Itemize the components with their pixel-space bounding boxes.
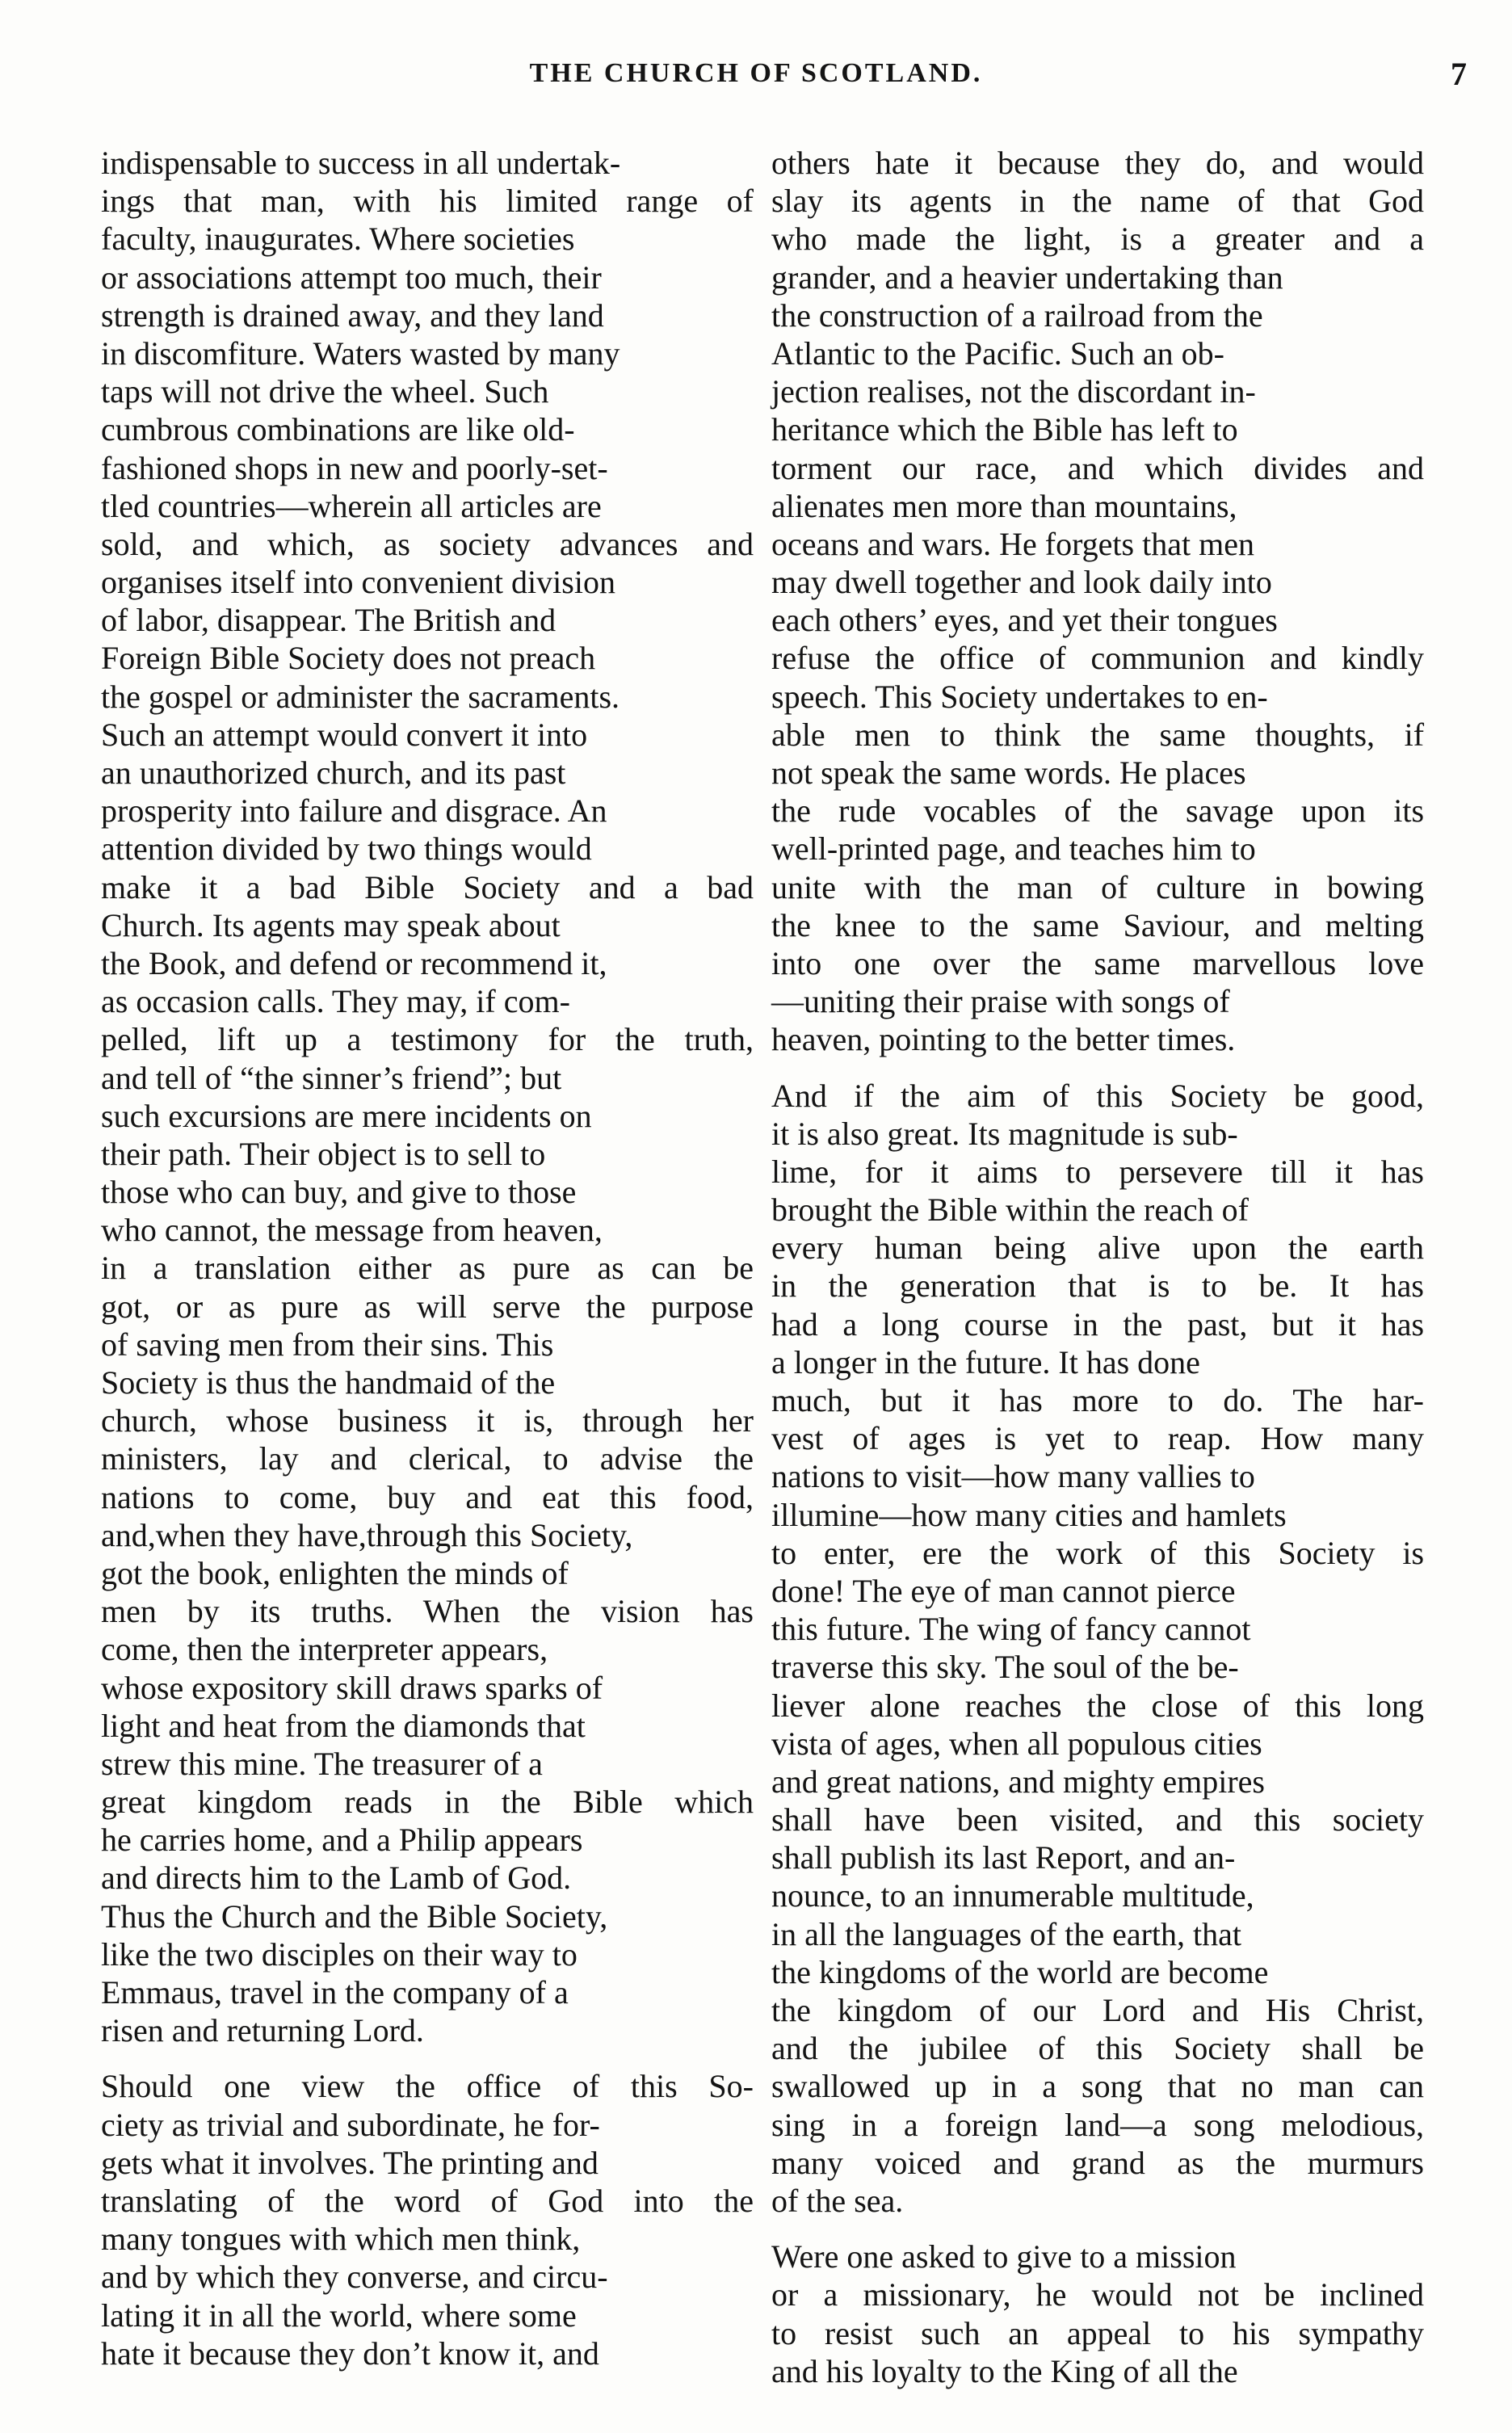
text-line: strew this mine. The treasurer of a: [101, 1745, 543, 1782]
text-line: in a translation either as pure as can be: [101, 1250, 754, 1287]
text-line: slay its agents in the name of that God: [771, 183, 1425, 220]
text-line: church, whose business it is, through her: [101, 1402, 754, 1439]
text-line: who made the light, is a greater and a: [771, 221, 1425, 258]
text-line: illumine—how many cities and hamlets: [771, 1496, 1287, 1533]
text-line: may dwell together and look daily into: [771, 564, 1272, 601]
text-line: ministers, lay and clerical, to advise the: [101, 1440, 754, 1477]
text-line: organises itself into convenient division: [101, 564, 615, 601]
text-line: into one over the same marvellous love: [771, 944, 1424, 981]
text-line: of saving men from their sins. This: [101, 1326, 554, 1363]
text-line: And if the aim of this Society be good,: [771, 1077, 1424, 1114]
text-line: who cannot, the message from heaven,: [101, 1212, 603, 1249]
text-line: indispensable to success in all undertak-: [101, 145, 621, 181]
text-line: attention divided by two things would: [101, 830, 592, 868]
text-line: many voiced and grand as the murmurs: [771, 2144, 1424, 2181]
text-line: nations to come, buy and eat this food,: [101, 1478, 754, 1515]
text-line: liever alone reaches the close of this long: [771, 1687, 1424, 1724]
text-line: this future. The wing of fancy cannot: [771, 1611, 1251, 1648]
text-line: Atlantic to the Pacific. Such an ob-: [771, 334, 1224, 372]
text-line: gets what it involves. The printing and: [101, 2144, 598, 2181]
text-line: in all the languages of the earth, that: [771, 1915, 1242, 1952]
text-line: ings that man, with his limited range of: [101, 183, 754, 220]
text-line: he carries home, and a Philip appears: [101, 1822, 583, 1859]
text-line: jection realises, not the discordant in-: [771, 373, 1256, 410]
text-line: nations to visit—how many vallies to: [771, 1458, 1255, 1495]
text-line: translating of the word of God into the: [101, 2182, 754, 2219]
text-line: lime, for it aims to persevere till it has: [771, 1153, 1425, 1190]
text-line: swallowed up in a song that no man can: [771, 2068, 1425, 2105]
text-line: the rude vocables of the savage upon its: [771, 792, 1425, 830]
text-line: vest of ages is yet to reap. How many: [771, 1420, 1424, 1457]
text-line: Thus the Church and the Bible Society,: [101, 1897, 608, 1935]
text-line: Such an attempt would convert it into: [101, 716, 588, 753]
text-line: faculty, inaugurates. Where societies: [101, 221, 575, 258]
text-line: Emmaus, travel in the company of a: [101, 1974, 569, 2011]
text-line: and directs him to the Lamb of God.: [101, 1859, 572, 1897]
text-line: in the generation that is to be. It has: [771, 1267, 1424, 1305]
text-line: oceans and wars. He forgets that men: [771, 525, 1254, 562]
text-line: got the book, enlighten the minds of: [101, 1554, 569, 1591]
text-line: and his loyalty to the King of all the: [771, 2352, 1238, 2389]
text-line: shall have been visited, and this society: [771, 1801, 1424, 1838]
text-line: had a long course in the past, but it has: [771, 1305, 1425, 1343]
text-line: sing in a foreign land—a song melodious,: [771, 2106, 1425, 2143]
text-line: lating it in all the world, where some: [101, 2296, 577, 2334]
text-line: the knee to the same Saviour, and melting: [771, 906, 1425, 943]
text-line: Should one view the office of this So-: [101, 2068, 754, 2105]
text-line: their path. Their object is to sell to: [101, 1135, 546, 1172]
text-line: able men to think the same thoughts, if: [771, 716, 1425, 753]
text-line: to resist such an appeal to his sympathy: [771, 2314, 1425, 2351]
text-line: many tongues with which men think,: [101, 2221, 581, 2258]
text-line: shall publish its last Report, and an-: [771, 1839, 1236, 1876]
text-line: and the jubilee of this Society shall be: [771, 2030, 1424, 2067]
text-line: it is also great. Its magnitude is sub-: [771, 1115, 1238, 1152]
page-number: 7: [1451, 56, 1467, 92]
text-line: tled countries—wherein all articles are: [101, 487, 602, 524]
text-line: men by its truths. When the vision has: [101, 1593, 754, 1630]
text-line: and by which they converse, and circu-: [101, 2259, 608, 2296]
text-line: light and heat from the diamonds that: [101, 1707, 586, 1744]
text-line: the kingdoms of the world are become: [771, 1953, 1269, 1990]
text-line: Church. Its agents may speak about: [101, 906, 561, 943]
text-line: —uniting their praise with songs of: [771, 983, 1230, 1020]
text-line: each others’ eyes, and yet their tongues: [771, 602, 1278, 639]
running-title: THE CHURCH OF SCOTLAND.: [529, 58, 983, 88]
text-line: torment our race, and which divides and: [771, 449, 1425, 486]
text-line: nounce, to an innumerable multitude,: [771, 1877, 1254, 1914]
text-line: such excursions are mere incidents on: [101, 1097, 592, 1134]
text-line: make it a bad Bible Society and a bad: [101, 868, 754, 906]
text-line: taps will not drive the wheel. Such: [101, 373, 549, 410]
text-line: risen and returning Lord.: [101, 2012, 424, 2049]
text-line: traverse this sky. The soul of the be-: [771, 1649, 1239, 1686]
text-line: speech. This Society undertakes to en-: [771, 678, 1268, 715]
text-line: great kingdom reads in the Bible which: [101, 1784, 754, 1821]
text-line: a longer in the future. It has done: [771, 1343, 1200, 1380]
text-line: to enter, ere the work of this Society is: [771, 1534, 1425, 1571]
text-line: of labor, disappear. The British and: [101, 602, 556, 639]
text-line: grander, and a heavier undertaking than: [771, 258, 1283, 296]
text-line: Were one asked to give to a mission: [771, 2238, 1237, 2275]
text-line: the Book, and defend or recommend it,: [101, 944, 607, 981]
text-line: vista of ages, when all populous cities: [771, 1725, 1262, 1762]
text-line: strength is drained away, and they land: [101, 296, 604, 334]
text-line: cumbrous combinations are like old-: [101, 411, 575, 448]
text-line: like the two disciples on their way to: [101, 1935, 578, 1973]
text-line: got, or as pure as will serve the purpose: [101, 1288, 754, 1325]
text-line: others hate it because they do, and would: [771, 145, 1424, 181]
text-line: the construction of a railroad from the: [771, 296, 1263, 334]
text-line: and,when they have,through this Society,: [101, 1516, 633, 1553]
text-line: prosperity into failure and disgrace. An: [101, 792, 607, 830]
text-line: well-printed page, and teaches him to: [771, 830, 1256, 868]
text-line: as occasion calls. They may, if com-: [101, 983, 570, 1020]
text-line: Society is thus the handmaid of the: [101, 1364, 556, 1401]
text-line: the gospel or administer the sacraments.: [101, 678, 620, 715]
text-line: fashioned shops in new and poorly-set-: [101, 449, 608, 486]
text-line: much, but it has more to do. The har-: [771, 1382, 1424, 1418]
text-line: not speak the same words. He places: [771, 754, 1246, 791]
text-line: unite with the man of culture in bowing: [771, 868, 1424, 906]
text-line: sold, and which, as society advances and: [101, 525, 754, 562]
text-line: and great nations, and mighty empires: [771, 1763, 1265, 1800]
text-line: heaven, pointing to the better times.: [771, 1021, 1236, 1058]
text-line: done! The eye of man cannot pierce: [771, 1572, 1236, 1609]
page-header: [0, 58, 1512, 99]
text-line: in discomfiture. Waters wasted by many: [101, 334, 620, 372]
text-line: an unauthorized church, and its past: [101, 754, 566, 791]
text-line: brought the Bible within the reach of: [771, 1191, 1249, 1229]
text-line: of the sea.: [771, 2182, 904, 2219]
text-line: hate it because they don’t know it, and: [101, 2334, 599, 2372]
text-line: alienates men more than mountains,: [771, 487, 1237, 524]
text-line: or a missionary, he would not be inclined: [771, 2276, 1424, 2313]
text-line: and tell of “the sinner’s friend”; but: [101, 1059, 562, 1096]
text-line: ciety as trivial and subordinate, he for-: [101, 2106, 600, 2143]
text-line: heritance which the Bible has left to: [771, 411, 1238, 448]
text-line: pelled, lift up a testimony for the truth,: [101, 1021, 754, 1058]
text-line: Foreign Bible Society does not preach: [101, 640, 596, 677]
text-line: come, then the interpreter appears,: [101, 1631, 548, 1668]
text-line: refuse the office of communion and kindly: [771, 640, 1425, 677]
text-line: every human being alive upon the earth: [771, 1229, 1425, 1267]
right-column: [771, 144, 1424, 2390]
text-line: or associations attempt too much, their: [101, 258, 602, 296]
text-line: whose expository skill draws sparks of: [101, 1669, 603, 1706]
text-line: those who can buy, and give to those: [101, 1174, 577, 1211]
text-line: the kingdom of our Lord and His Christ,: [771, 1992, 1425, 2028]
left-column: [101, 144, 754, 2372]
